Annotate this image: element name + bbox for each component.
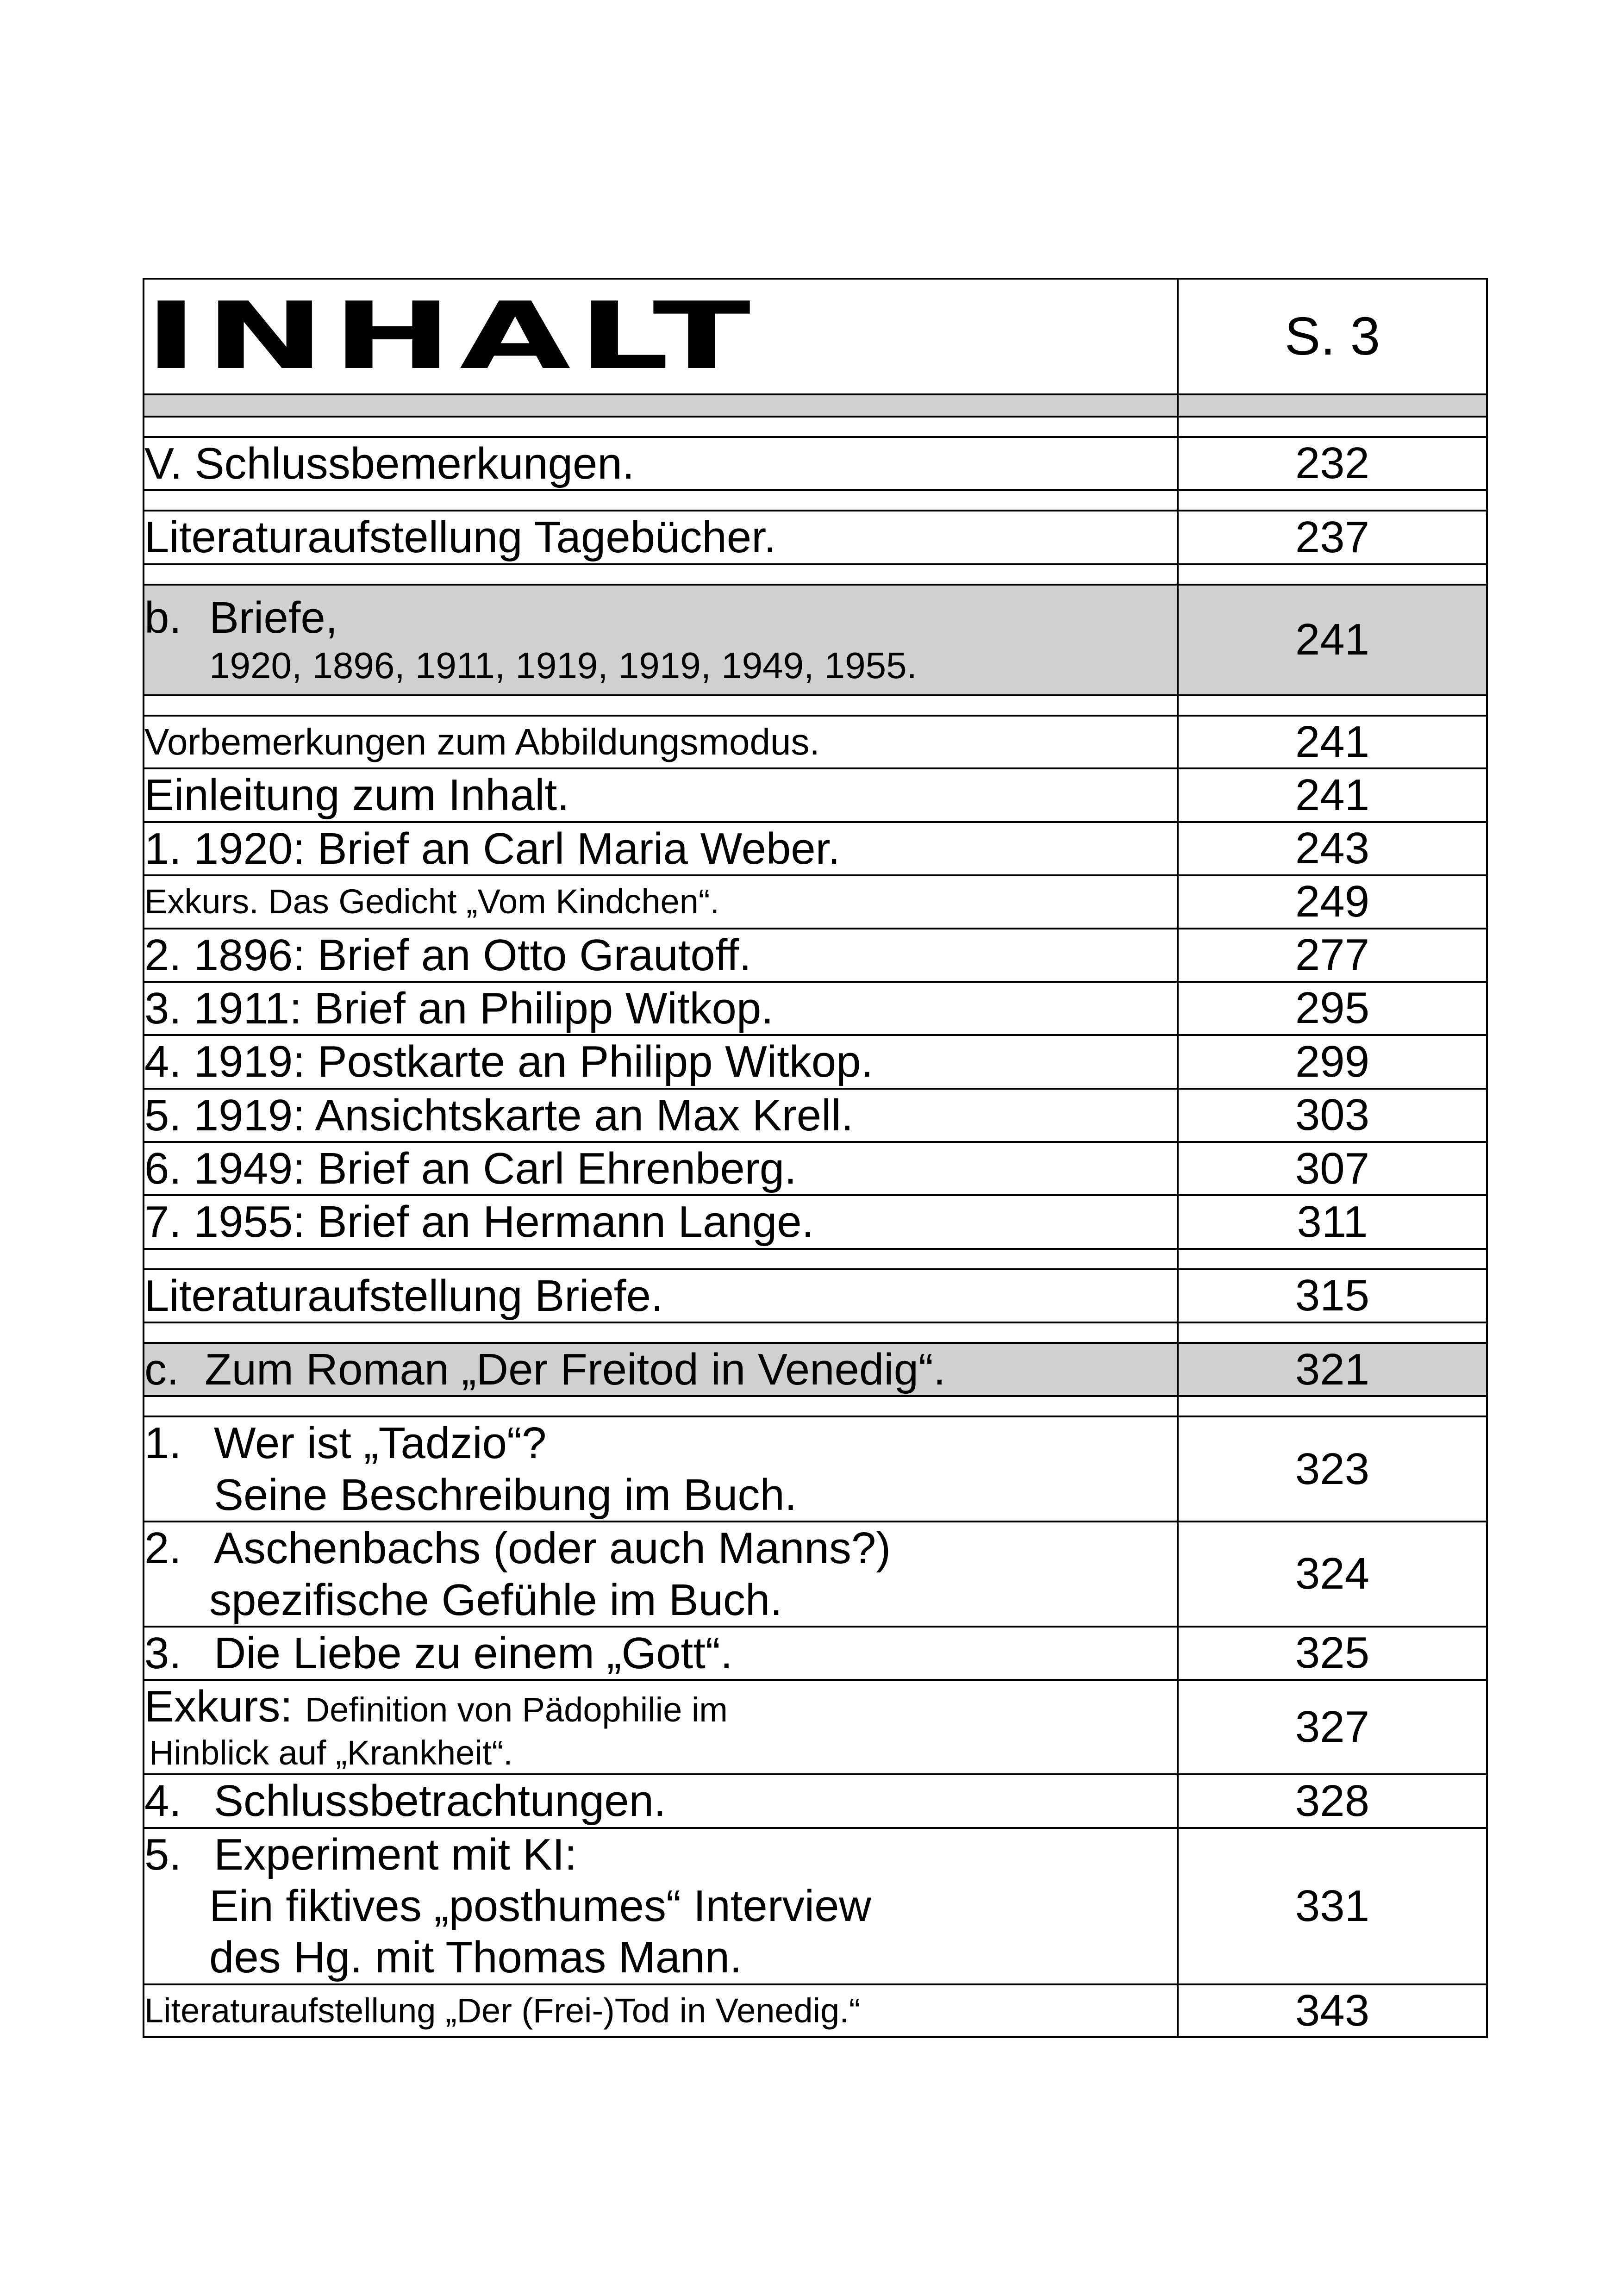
section-c	[144, 1343, 1487, 1396]
toc-entry	[144, 822, 1487, 875]
entry-page: 328	[1178, 1774, 1487, 1827]
entry-page: 327	[1178, 1680, 1487, 1774]
entry-page: 311	[1178, 1195, 1487, 1248]
entry-page: 241	[1178, 585, 1487, 695]
entry-title: 2. 1896: Brief an Otto Grautoff.	[144, 929, 1178, 982]
entry-title: Wer ist „Tadzio“?	[214, 1418, 547, 1468]
section-label: b.	[144, 592, 182, 642]
entry-page: 241	[1178, 768, 1487, 822]
entry-title: 5. 1919: Ansichtskarte an Max Krell.	[144, 1089, 1178, 1142]
section-title: Zum Roman „Der Freitod in Venedig“.	[205, 1345, 946, 1395]
divider	[144, 1249, 1487, 1269]
section-b	[144, 585, 1487, 695]
toc-entry	[144, 929, 1487, 982]
toc-entry	[144, 1089, 1487, 1142]
divider	[144, 564, 1487, 585]
entry-number: 1.	[144, 1418, 182, 1468]
entry-subtitle: spezifische Gefühle im Buch.	[209, 1575, 782, 1625]
divider	[144, 695, 1487, 716]
page-title: INHALT	[144, 282, 758, 390]
entry-number: 2.	[144, 1523, 182, 1573]
section-label: c.	[144, 1345, 179, 1395]
entry-page: 331	[1178, 1828, 1487, 1984]
divider	[144, 394, 1487, 417]
entry-page: 315	[1178, 1269, 1487, 1322]
toc-entry	[144, 1269, 1487, 1322]
entry-page: 325	[1178, 1627, 1487, 1680]
entry-title: Experiment mit KI:	[214, 1829, 577, 1879]
divider	[144, 1396, 1487, 1416]
toc-entry	[144, 1142, 1487, 1195]
entry-title: Literaturaufstellung Tagebücher.	[144, 511, 1178, 564]
entry-page: 249	[1178, 875, 1487, 928]
entry-title: 3. 1911: Brief an Philipp Witkop.	[144, 982, 1178, 1035]
entry-page: 343	[1178, 1984, 1487, 2037]
entry-number: 4.	[144, 1776, 182, 1826]
toc-table	[143, 278, 1488, 2038]
entry-title: Einleitung zum Inhalt.	[144, 768, 1178, 822]
entry-title: Die Liebe zu einem „Gott“.	[214, 1628, 733, 1678]
toc-entry	[144, 1195, 1487, 1248]
toc-entry	[144, 1627, 1487, 1680]
entry-page: 324	[1178, 1522, 1487, 1627]
entry-page: 303	[1178, 1089, 1487, 1142]
toc-entry	[144, 1774, 1487, 1827]
entry-title: Schlussbetrachtungen.	[214, 1776, 666, 1826]
page-number: S. 3	[1178, 279, 1487, 394]
entry-title: Vorbemerkungen zum Abbildungsmodus.	[144, 716, 1178, 768]
entry-title: 7. 1955: Brief an Hermann Lange.	[144, 1195, 1178, 1248]
toc-entry	[144, 768, 1487, 822]
toc-entry	[144, 511, 1487, 564]
entry-page: 241	[1178, 716, 1487, 768]
toc-entry	[144, 1416, 1487, 1522]
divider	[144, 490, 1487, 511]
entry-title: 1. 1920: Brief an Carl Maria Weber.	[144, 822, 1178, 875]
toc-entry	[144, 875, 1487, 928]
section-title: Briefe,	[209, 592, 338, 642]
entry-page: 321	[1178, 1343, 1487, 1396]
toc-entry	[144, 437, 1487, 490]
entry-page: 295	[1178, 982, 1487, 1035]
entry-title: Literaturaufstellung Briefe.	[144, 1269, 1178, 1322]
entry-subtitle: Ein fiktives „posthumes“ Interview	[209, 1881, 871, 1931]
entry-page: 277	[1178, 929, 1487, 982]
entry-number: 5.	[144, 1829, 182, 1879]
toc-entry	[144, 1984, 1487, 2037]
entry-title: 4. 1919: Postkarte an Philipp Witkop.	[144, 1035, 1178, 1088]
toc-entry	[144, 1035, 1487, 1088]
toc-entry	[144, 1828, 1487, 1984]
entry-page: 323	[1178, 1416, 1487, 1522]
entry-title: Definition von Pädophilie im	[305, 1690, 728, 1729]
entry-number: 3.	[144, 1628, 182, 1678]
entry-title: 6. 1949: Brief an Carl Ehrenberg.	[144, 1142, 1178, 1195]
entry-title: Literaturaufstellung „Der (Frei-)Tod in Venedig.“	[144, 1984, 1178, 2037]
divider	[144, 1322, 1487, 1343]
toc-entry	[144, 1680, 1487, 1774]
entry-page: 299	[1178, 1035, 1487, 1088]
entry-title: Exkurs. Das Gedicht „Vom Kindchen“.	[144, 875, 1178, 928]
section-years: 1920, 1896, 1911, 1919, 1919, 1949, 1955.	[209, 645, 917, 686]
toc-entry	[144, 982, 1487, 1035]
entry-subtitle: Hinblick auf „Krankheit“.	[149, 1733, 513, 1772]
entry-subtitle: Seine Beschreibung im Buch.	[214, 1470, 797, 1520]
toc-entry	[144, 716, 1487, 768]
entry-subtitle: des Hg. mit Thomas Mann.	[209, 1933, 742, 1983]
entry-title: Aschenbachs (oder auch Manns?)	[214, 1523, 891, 1573]
toc-entry	[144, 1522, 1487, 1627]
entry-title: V. Schlussbemerkungen.	[144, 437, 1178, 490]
entry-page: 232	[1178, 437, 1487, 490]
toc-header	[144, 279, 1487, 394]
entry-page: 237	[1178, 511, 1487, 564]
exkurs-label: Exkurs:	[144, 1682, 293, 1732]
entry-page: 243	[1178, 822, 1487, 875]
divider	[144, 417, 1487, 437]
entry-page: 307	[1178, 1142, 1487, 1195]
